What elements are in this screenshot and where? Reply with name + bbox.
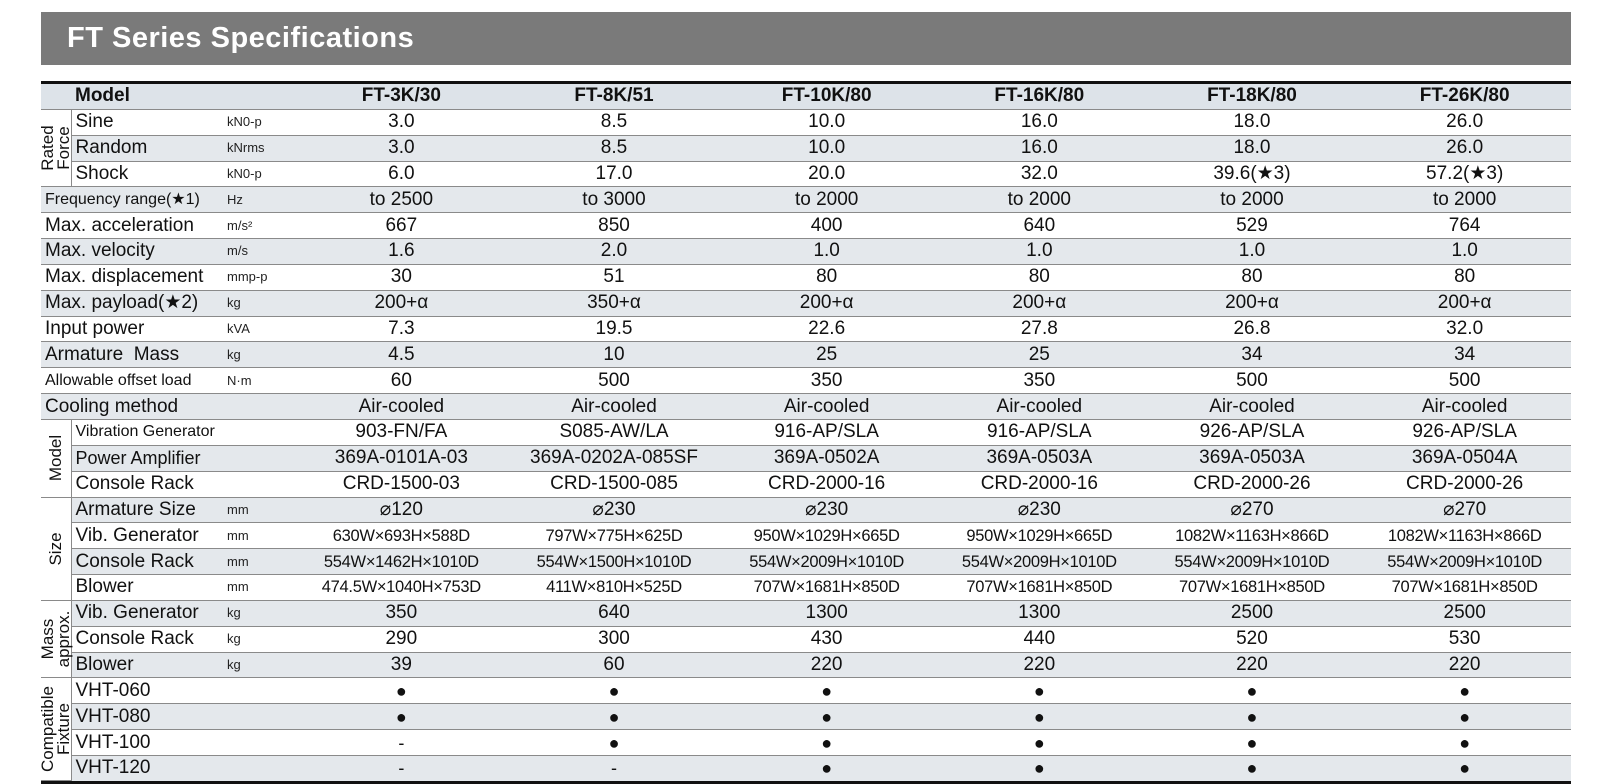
cell: 220 bbox=[1358, 652, 1571, 678]
spec-table bbox=[37, 84, 1571, 781]
row-label: Frequency range(★1) bbox=[41, 187, 225, 213]
cell: 2500 bbox=[1358, 600, 1571, 626]
cell: 797W×775H×625D bbox=[508, 523, 721, 549]
row-label: Armature Size bbox=[71, 497, 225, 523]
cell: 7.3 bbox=[295, 316, 508, 342]
cell: ⌀270 bbox=[1146, 497, 1359, 523]
row-unit: kg bbox=[225, 626, 295, 652]
table-row bbox=[41, 678, 1571, 704]
row-unit: kg bbox=[225, 290, 295, 316]
cell: ● bbox=[1358, 755, 1571, 780]
cell: - bbox=[295, 730, 508, 756]
cell: 554W×1462H×1010D bbox=[295, 549, 508, 575]
cell: Air-cooled bbox=[720, 394, 933, 420]
cell: 39 bbox=[295, 652, 508, 678]
cell: 520 bbox=[1146, 626, 1359, 652]
cell: 17.0 bbox=[508, 161, 721, 187]
cell: ● bbox=[1358, 704, 1571, 730]
header-model: FT-8K/51 bbox=[508, 84, 721, 109]
row-unit: m/s² bbox=[225, 213, 295, 239]
cell: 26.0 bbox=[1358, 109, 1571, 135]
cell: 30 bbox=[295, 264, 508, 290]
cell: 926-AP/SLA bbox=[1358, 419, 1571, 445]
table-row bbox=[41, 730, 1571, 756]
row-label: Blower bbox=[71, 652, 225, 678]
cell: 1.0 bbox=[720, 239, 933, 265]
cell: 369A-0504A bbox=[1358, 445, 1571, 471]
cell: ● bbox=[720, 704, 933, 730]
table-row bbox=[41, 213, 1571, 239]
header-model: FT-26K/80 bbox=[1358, 84, 1571, 109]
row-unit: mm bbox=[225, 575, 295, 601]
cell: 200+α bbox=[933, 290, 1146, 316]
cell: 20.0 bbox=[720, 161, 933, 187]
cell: 350 bbox=[720, 368, 933, 394]
cell: 500 bbox=[1358, 368, 1571, 394]
table-row bbox=[41, 497, 1571, 523]
cell: 554W×2009H×1010D bbox=[720, 549, 933, 575]
table-row bbox=[41, 652, 1571, 678]
table-row bbox=[41, 445, 1571, 471]
cell: 10.0 bbox=[720, 109, 933, 135]
cell: CRD-1500-085 bbox=[508, 471, 721, 497]
cell: ● bbox=[933, 730, 1146, 756]
cell: 19.5 bbox=[508, 316, 721, 342]
table-row bbox=[41, 290, 1571, 316]
table-row bbox=[41, 575, 1571, 601]
cell: 369A-0503A bbox=[1146, 445, 1359, 471]
cell: 27.8 bbox=[933, 316, 1146, 342]
cell: 51 bbox=[508, 264, 721, 290]
cell: 200+α bbox=[1146, 290, 1359, 316]
cell: 1082W×1163H×866D bbox=[1146, 523, 1359, 549]
cell: 220 bbox=[933, 652, 1146, 678]
cell: 640 bbox=[508, 600, 721, 626]
cell: 369A-0502A bbox=[720, 445, 933, 471]
cell: 16.0 bbox=[933, 135, 1146, 161]
cell: 80 bbox=[1358, 264, 1571, 290]
row-unit: kg bbox=[225, 600, 295, 626]
cell: 707W×1681H×850D bbox=[1146, 575, 1359, 601]
row-label: Max. acceleration bbox=[41, 213, 225, 239]
cell: ● bbox=[1146, 704, 1359, 730]
cell: 1.0 bbox=[1146, 239, 1359, 265]
cell: 474.5W×1040H×753D bbox=[295, 575, 508, 601]
cell: 60 bbox=[295, 368, 508, 394]
spec-table-wrapper bbox=[37, 81, 1571, 784]
cell: 8.5 bbox=[508, 135, 721, 161]
cell: 10 bbox=[508, 342, 721, 368]
cell: 300 bbox=[508, 626, 721, 652]
row-label: Console Rack bbox=[71, 471, 295, 497]
cell: 554W×2009H×1010D bbox=[1358, 549, 1571, 575]
cell: 1082W×1163H×866D bbox=[1358, 523, 1571, 549]
row-label: Max. payload(★2) bbox=[41, 290, 225, 316]
cell: 764 bbox=[1358, 213, 1571, 239]
cell: 80 bbox=[933, 264, 1146, 290]
cell: 1.6 bbox=[295, 239, 508, 265]
cell: 369A-0101A-03 bbox=[295, 445, 508, 471]
cell: 60 bbox=[508, 652, 721, 678]
cell: ● bbox=[933, 755, 1146, 780]
cell: 8.5 bbox=[508, 109, 721, 135]
table-row bbox=[41, 600, 1571, 626]
table-row bbox=[41, 316, 1571, 342]
cell: 554W×1500H×1010D bbox=[508, 549, 721, 575]
row-unit: Hz bbox=[225, 187, 295, 213]
row-unit: kVA bbox=[225, 316, 295, 342]
row-label: Armature Mass bbox=[41, 342, 225, 368]
cell: to 2500 bbox=[295, 187, 508, 213]
cell: 25 bbox=[933, 342, 1146, 368]
cell: Air-cooled bbox=[933, 394, 1146, 420]
cell: 667 bbox=[295, 213, 508, 239]
row-label: VHT-100 bbox=[71, 730, 295, 756]
table-row bbox=[41, 187, 1571, 213]
cell: 32.0 bbox=[1358, 316, 1571, 342]
cell: ● bbox=[295, 704, 508, 730]
group-label-size: Size bbox=[41, 497, 71, 600]
cell: CRD-1500-03 bbox=[295, 471, 508, 497]
table-row bbox=[41, 135, 1571, 161]
cell: CRD-2000-26 bbox=[1146, 471, 1359, 497]
cell: ● bbox=[1358, 730, 1571, 756]
row-label: Console Rack bbox=[71, 549, 225, 575]
row-unit: kN0-p bbox=[225, 161, 295, 187]
row-unit: kN0-p bbox=[225, 109, 295, 135]
row-label: Random bbox=[71, 135, 225, 161]
cell: ● bbox=[720, 730, 933, 756]
cell: Air-cooled bbox=[1358, 394, 1571, 420]
cell: 10.0 bbox=[720, 135, 933, 161]
cell: 1.0 bbox=[933, 239, 1146, 265]
row-label: Max. velocity bbox=[41, 239, 225, 265]
row-label: Vibration Generator bbox=[71, 419, 295, 445]
row-label: Blower bbox=[71, 575, 225, 601]
cell: 500 bbox=[1146, 368, 1359, 394]
cell: 2500 bbox=[1146, 600, 1359, 626]
row-unit: N·m bbox=[225, 368, 295, 394]
group-label-mass: Mass approx. bbox=[41, 600, 71, 678]
cell: ● bbox=[508, 730, 721, 756]
cell: ⌀230 bbox=[508, 497, 721, 523]
row-unit: kg bbox=[225, 652, 295, 678]
cell: 1300 bbox=[720, 600, 933, 626]
table-row bbox=[41, 419, 1571, 445]
cell: ● bbox=[1146, 755, 1359, 780]
cell: 640 bbox=[933, 213, 1146, 239]
page-title: FT Series Specifications bbox=[41, 12, 1571, 65]
cell: ● bbox=[1146, 678, 1359, 704]
row-unit bbox=[225, 394, 295, 420]
cell: 200+α bbox=[720, 290, 933, 316]
cell: 25 bbox=[720, 342, 933, 368]
row-unit: mm bbox=[225, 523, 295, 549]
row-unit: mm bbox=[225, 497, 295, 523]
row-unit: m/s bbox=[225, 239, 295, 265]
cell: Air-cooled bbox=[1146, 394, 1359, 420]
table-row bbox=[41, 626, 1571, 652]
group-label-fixture: Compatible Fixture bbox=[41, 678, 71, 781]
cell: 554W×2009H×1010D bbox=[1146, 549, 1359, 575]
cell: 200+α bbox=[1358, 290, 1571, 316]
row-label: Vib. Generator bbox=[71, 523, 225, 549]
table-row bbox=[41, 342, 1571, 368]
cell: 290 bbox=[295, 626, 508, 652]
cell: CRD-2000-16 bbox=[720, 471, 933, 497]
row-unit: mmp-p bbox=[225, 264, 295, 290]
cell: ● bbox=[508, 678, 721, 704]
cell: 916-AP/SLA bbox=[720, 419, 933, 445]
cell: S085-AW/LA bbox=[508, 419, 721, 445]
cell: ⌀230 bbox=[720, 497, 933, 523]
cell: 950W×1029H×665D bbox=[720, 523, 933, 549]
cell: 529 bbox=[1146, 213, 1359, 239]
cell: to 2000 bbox=[1358, 187, 1571, 213]
cell: ● bbox=[508, 704, 721, 730]
cell: 220 bbox=[720, 652, 933, 678]
cell: 430 bbox=[720, 626, 933, 652]
cell: CRD-2000-26 bbox=[1358, 471, 1571, 497]
row-label: Allowable offset load bbox=[41, 368, 225, 394]
cell: Air-cooled bbox=[295, 394, 508, 420]
row-label: Max. displacement bbox=[41, 264, 225, 290]
table-row bbox=[41, 368, 1571, 394]
cell: 500 bbox=[508, 368, 721, 394]
cell: 18.0 bbox=[1146, 109, 1359, 135]
cell: CRD-2000-16 bbox=[933, 471, 1146, 497]
cell: 950W×1029H×665D bbox=[933, 523, 1146, 549]
cell: ● bbox=[933, 704, 1146, 730]
cell: 707W×1681H×850D bbox=[720, 575, 933, 601]
cell: 18.0 bbox=[1146, 135, 1359, 161]
cell: 80 bbox=[720, 264, 933, 290]
header-model: FT-10K/80 bbox=[720, 84, 933, 109]
row-label: VHT-120 bbox=[71, 755, 295, 780]
row-label: Console Rack bbox=[71, 626, 225, 652]
cell: ● bbox=[295, 678, 508, 704]
row-label: Power Amplifier bbox=[71, 445, 295, 471]
row-label: Cooling method bbox=[41, 394, 225, 420]
cell: Air-cooled bbox=[508, 394, 721, 420]
table-row bbox=[41, 471, 1571, 497]
row-label: Input power bbox=[41, 316, 225, 342]
cell: to 2000 bbox=[720, 187, 933, 213]
header-model: FT-16K/80 bbox=[933, 84, 1146, 109]
cell: to 2000 bbox=[1146, 187, 1359, 213]
cell: ● bbox=[720, 678, 933, 704]
row-label: VHT-060 bbox=[71, 678, 295, 704]
cell: to 3000 bbox=[508, 187, 721, 213]
cell: 26.8 bbox=[1146, 316, 1359, 342]
cell: 554W×2009H×1010D bbox=[933, 549, 1146, 575]
row-unit: kNrms bbox=[225, 135, 295, 161]
cell: 903-FN/FA bbox=[295, 419, 508, 445]
table-row bbox=[41, 704, 1571, 730]
header-model: FT-18K/80 bbox=[1146, 84, 1359, 109]
group-label-rated-force: Rated Force bbox=[41, 109, 71, 187]
cell: 34 bbox=[1146, 342, 1359, 368]
cell: ● bbox=[933, 678, 1146, 704]
cell: 707W×1681H×850D bbox=[933, 575, 1146, 601]
cell: 57.2(★3) bbox=[1358, 161, 1571, 187]
cell: to 2000 bbox=[933, 187, 1146, 213]
cell: - bbox=[295, 755, 508, 780]
header-model-label: Model bbox=[41, 84, 295, 109]
table-header-row bbox=[41, 84, 1571, 109]
cell: 3.0 bbox=[295, 109, 508, 135]
table-row bbox=[41, 549, 1571, 575]
cell: 350+α bbox=[508, 290, 721, 316]
cell: 1.0 bbox=[1358, 239, 1571, 265]
row-label: Vib. Generator bbox=[71, 600, 225, 626]
cell: 400 bbox=[720, 213, 933, 239]
row-label: Shock bbox=[71, 161, 225, 187]
cell: - bbox=[508, 755, 721, 780]
cell: 22.6 bbox=[720, 316, 933, 342]
cell: 34 bbox=[1358, 342, 1571, 368]
row-label: VHT-080 bbox=[71, 704, 295, 730]
cell: ● bbox=[1146, 730, 1359, 756]
table-row bbox=[41, 239, 1571, 265]
cell: 220 bbox=[1146, 652, 1359, 678]
cell: 80 bbox=[1146, 264, 1359, 290]
cell: 26.0 bbox=[1358, 135, 1571, 161]
table-row bbox=[41, 109, 1571, 135]
cell: ● bbox=[720, 755, 933, 780]
cell: 926-AP/SLA bbox=[1146, 419, 1359, 445]
cell: 440 bbox=[933, 626, 1146, 652]
cell: 530 bbox=[1358, 626, 1571, 652]
cell: ⌀270 bbox=[1358, 497, 1571, 523]
table-row bbox=[41, 161, 1571, 187]
cell: 2.0 bbox=[508, 239, 721, 265]
cell: ⌀120 bbox=[295, 497, 508, 523]
cell: ● bbox=[1358, 678, 1571, 704]
row-unit: mm bbox=[225, 549, 295, 575]
cell: 4.5 bbox=[295, 342, 508, 368]
cell: ⌀230 bbox=[933, 497, 1146, 523]
cell: 350 bbox=[295, 600, 508, 626]
table-row bbox=[41, 523, 1571, 549]
cell: 3.0 bbox=[295, 135, 508, 161]
row-unit: kg bbox=[225, 342, 295, 368]
cell: 369A-0202A-085SF bbox=[508, 445, 721, 471]
header-model: FT-3K/30 bbox=[295, 84, 508, 109]
cell: 630W×693H×588D bbox=[295, 523, 508, 549]
cell: 850 bbox=[508, 213, 721, 239]
cell: 707W×1681H×850D bbox=[1358, 575, 1571, 601]
row-label: Sine bbox=[71, 109, 225, 135]
table-row bbox=[41, 394, 1571, 420]
table-row bbox=[41, 755, 1571, 780]
cell: 200+α bbox=[295, 290, 508, 316]
cell: 369A-0503A bbox=[933, 445, 1146, 471]
cell: 32.0 bbox=[933, 161, 1146, 187]
cell: 16.0 bbox=[933, 109, 1146, 135]
cell: 411W×810H×525D bbox=[508, 575, 721, 601]
table-row bbox=[41, 264, 1571, 290]
group-label-model: Model bbox=[41, 419, 71, 497]
cell: 39.6(★3) bbox=[1146, 161, 1359, 187]
cell: 1300 bbox=[933, 600, 1146, 626]
cell: 916-AP/SLA bbox=[933, 419, 1146, 445]
cell: 6.0 bbox=[295, 161, 508, 187]
cell: 350 bbox=[933, 368, 1146, 394]
